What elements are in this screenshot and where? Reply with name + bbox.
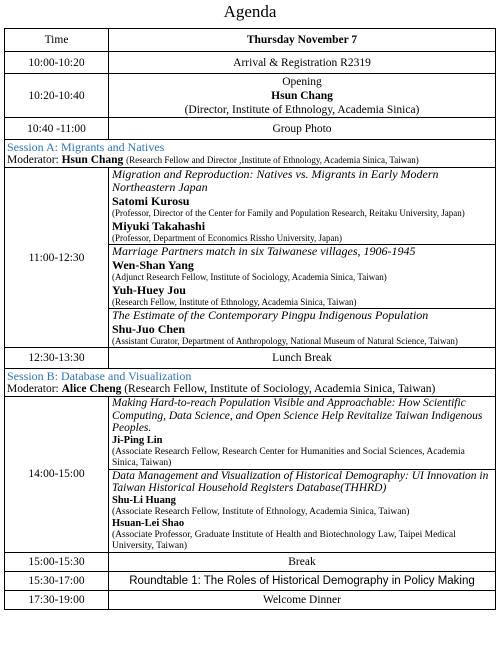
event-cell: Group Photo [109, 118, 496, 140]
session-b-heading-cell [5, 369, 496, 397]
author-name: Shu-Juo Chen [112, 322, 186, 336]
author-name: Hsuan-Lei Shao [112, 517, 185, 529]
page-title: Agenda [223, 2, 277, 21]
agenda-row-session-a [5, 168, 496, 348]
session-a-heading-cell [5, 140, 496, 168]
paper-item [109, 309, 495, 347]
time-cell: 10:40 -11:00 [5, 118, 109, 140]
session-b-title: Session B: Database and Visualization [7, 369, 192, 383]
author-affiliation: (Professor, Department of Economics Rissho University, Japan) [112, 233, 343, 243]
event-cell: Break [109, 552, 496, 571]
paper-title: Marriage Partners match in six Taiwanese villages, 1906-1945 [112, 244, 416, 258]
author-name: Shu-Li Huang [112, 494, 176, 506]
opening-cell [109, 74, 496, 118]
paper-title: Migration and Reproduction: Natives vs. Migrants in Early Modern Northeastern Japan [112, 167, 439, 194]
session-a-header [5, 140, 496, 168]
time-cell: 10:00-10:20 [5, 52, 109, 74]
opening-label: Opening [282, 75, 322, 88]
session-b-moderator [7, 383, 493, 396]
agenda-table [4, 28, 496, 610]
time-cell: 14:00-15:00 [5, 397, 109, 553]
moderator-name: Alice Cheng [61, 383, 122, 395]
author-affiliation: (Assistant Curator, Department of Anthropology, National Museum of Natural Science, Taiwan) [112, 336, 458, 346]
time-cell: 17:30-19:00 [5, 590, 109, 609]
time-header: Time [5, 29, 109, 52]
opening-role: (Director, Institute of Ethnology, Academia Sinica) [184, 103, 420, 116]
agenda-row-lunch [5, 348, 496, 369]
session-a-papers [109, 168, 496, 348]
agenda-row-arrival [5, 52, 496, 74]
paper-item [109, 470, 495, 552]
session-b-header [5, 369, 496, 397]
paper-item [109, 397, 495, 470]
agenda-row-break [5, 552, 496, 571]
paper-item [109, 168, 495, 245]
paper-title: Making Hard-to-reach Population Visible and Approachable: How Scientific Computing, Data Science, and Open Science Help Revitalize Taiwan Indigenous Peoples. [112, 397, 483, 434]
agenda-row-photo [5, 118, 496, 140]
session-a-title: Session A: Migrants and Natives [7, 140, 165, 154]
author-affiliation: (Adjunct Research Fellow, Institute of Sociology, Academia Sinica, Taiwan) [112, 272, 387, 282]
author-name: Wen-Shan Yang [112, 258, 194, 272]
moderator-name: Hsun Chang [61, 154, 124, 166]
day-header: Thursday November 7 [109, 29, 496, 52]
agenda-row-roundtable [5, 571, 496, 590]
agenda-row-opening [5, 74, 496, 118]
author-name: Ji-Ping Lin [112, 434, 163, 446]
moderator-affiliation: (Research Fellow, Institute of Sociology, Academia Sinica, Taiwan) [124, 383, 436, 395]
author-affiliation: (Research Fellow, Institute of Ethnology, Academia Sinica, Taiwan) [112, 297, 357, 307]
opening-speaker: Hsun Chang [271, 89, 333, 102]
paper-item [109, 245, 495, 309]
author-name: Satomi Kurosu [112, 194, 190, 208]
author-affiliation: (Associate Research Fellow, Institute of Ethnology, Academia Sinica, Taiwan) [112, 506, 410, 517]
agenda-row-session-b [5, 397, 496, 553]
paper-title: Data Management and Visualization of Historical Demography: UI Innovation in Taiwan Historical Household Registers Database(THHRD) [112, 469, 489, 494]
event-cell: Arrival & Registration R2319 [109, 52, 496, 74]
moderator-label: Moderator: [7, 154, 59, 166]
session-a-moderator [7, 154, 493, 167]
event-cell: Welcome Dinner [109, 590, 496, 609]
paper-title: The Estimate of the Contemporary Pingpu Indigenous Population [112, 308, 429, 322]
time-cell: 11:00-12:30 [5, 168, 109, 348]
header-row [5, 29, 496, 52]
moderator-label: Moderator: [7, 383, 59, 395]
time-cell: 15:00-15:30 [5, 552, 109, 571]
author-affiliation: (Associate Professor, Graduate Institute of Health and Biotechnology Law, Taipei Medical University, Taiwan) [112, 529, 456, 551]
session-b-papers [109, 397, 496, 553]
time-cell: 15:30-17:00 [5, 571, 109, 590]
event-cell: Lunch Break [109, 348, 496, 369]
author-affiliation: (Professor, Director of the Center for Family and Population Research, Reitaku University, Japan) [112, 208, 465, 218]
author-name: Miyuki Takahashi [112, 219, 206, 233]
author-affiliation: (Associate Research Fellow, Research Center for Humanities and Social Sciences, Academia Sinica, Taiwan) [112, 446, 465, 468]
time-cell: 10:20-10:40 [5, 74, 109, 118]
moderator-affiliation: (Research Fellow and Director ,Institute of Ethnology, Academia Sinica, Taiwan) [126, 155, 419, 165]
author-name: Yuh-Huey Jou [112, 283, 186, 297]
agenda-row-dinner [5, 590, 496, 609]
event-cell: Roundtable 1: The Roles of Historical Demography in Policy Making [109, 571, 496, 590]
time-cell: 12:30-13:30 [5, 348, 109, 369]
